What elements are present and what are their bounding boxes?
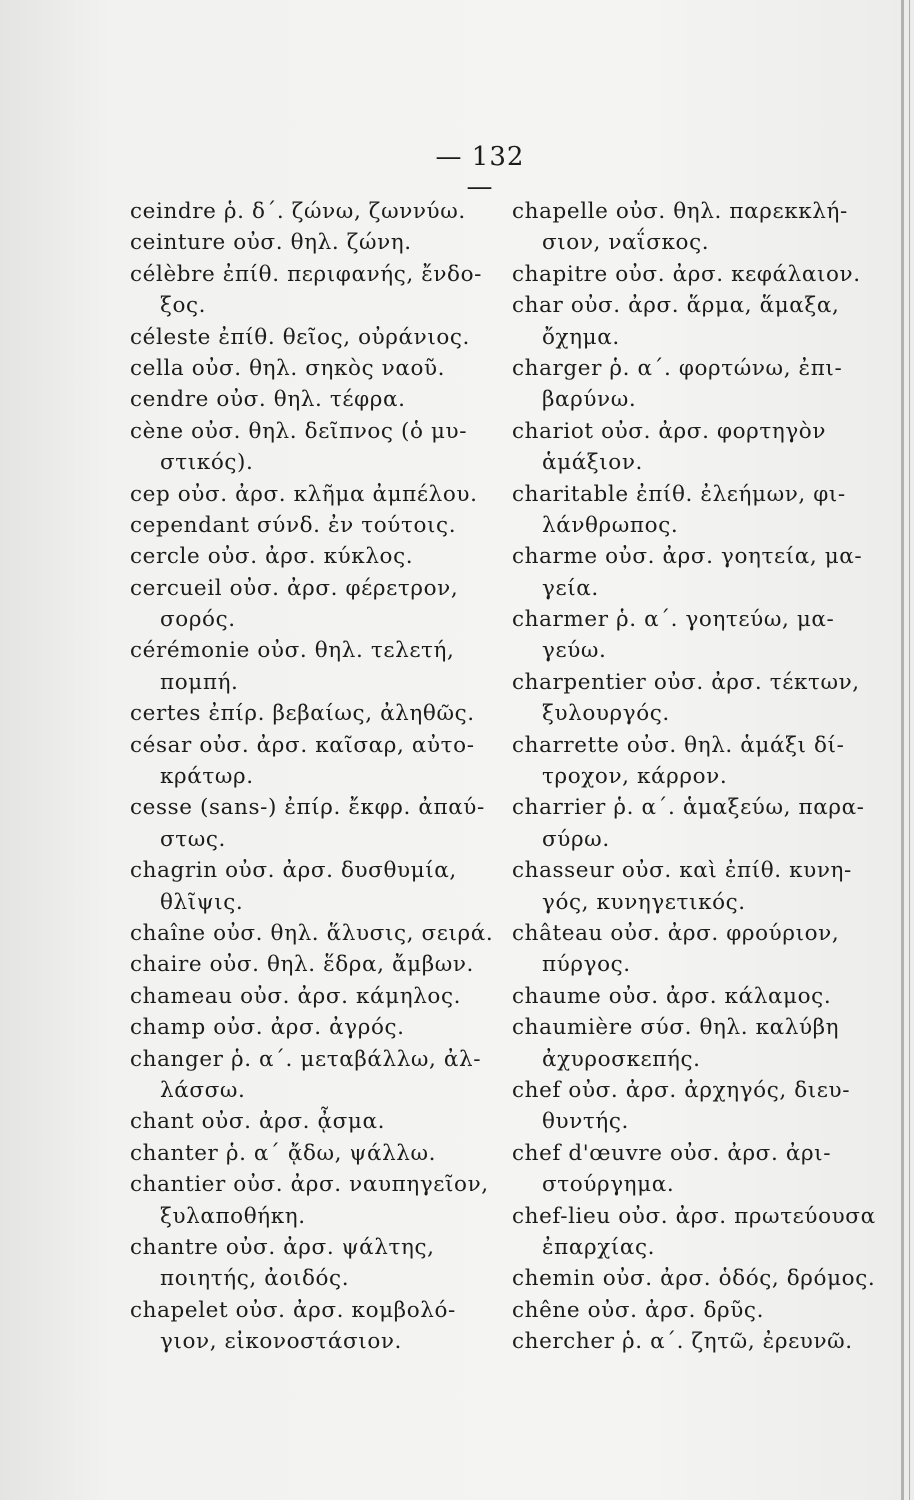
dictionary-entry: chaîne οὐσ. θηλ. ἅλυσις, σειρά. bbox=[130, 920, 494, 946]
dictionary-entry: chef d'œuvre οὐσ. ἀρσ. ἀρι- bbox=[512, 1140, 832, 1166]
dictionary-entry: chanter ῥ. α΄ ᾄδω, ψάλλω. bbox=[130, 1140, 437, 1166]
dictionary-entry-continuation: ἐπαρχίας. bbox=[542, 1234, 656, 1260]
dictionary-entry-continuation: λάνθρωπος. bbox=[542, 512, 679, 538]
dictionary-entry: chariot οὐσ. ἀρσ. φορτηγὸν bbox=[512, 418, 827, 444]
dictionary-entry-continuation: στικός). bbox=[160, 450, 254, 476]
dictionary-entry-continuation: σιον, ναΐσκος. bbox=[542, 230, 710, 256]
dictionary-entry: cène οὐσ. θηλ. δεῖπνος (ὁ μυ- bbox=[130, 418, 468, 444]
dictionary-entry: charmer ῥ. α΄. γοητεύω, μα- bbox=[512, 607, 835, 633]
dictionary-entry: chapitre οὐσ. ἀρσ. κεφάλαιον. bbox=[512, 261, 861, 287]
dictionary-entry: chantre οὐσ. ἀρσ. ψάλτης, bbox=[130, 1234, 435, 1260]
dictionary-entry: chant οὐσ. ἀρσ. ᾆσμα. bbox=[130, 1109, 386, 1135]
dictionary-entry-continuation: ξυλαποθήκη. bbox=[160, 1203, 306, 1229]
right-column bbox=[512, 196, 892, 1357]
dictionary-entry-continuation: θυντής. bbox=[542, 1109, 629, 1135]
dictionary-entry: chercher ῥ. α΄. ζητῶ, ἐρευνῶ. bbox=[512, 1329, 853, 1355]
dictionary-entry-continuation: γός, κυνηγετικός. bbox=[542, 889, 746, 915]
dictionary-entry: charpentier οὐσ. ἀρσ. τέκτων, bbox=[512, 669, 860, 695]
dictionary-entry-continuation: τροχον, κάρρον. bbox=[542, 764, 728, 790]
dictionary-entry-continuation: ἁμάξιον. bbox=[542, 450, 643, 476]
dictionary-entry: chef οὐσ. ἀρσ. ἀρχηγός, διευ- bbox=[512, 1077, 851, 1103]
dictionary-entry: charger ῥ. α΄. φορτώνω, ἐπι- bbox=[512, 355, 843, 381]
dictionary-entry: château οὐσ. ἀρσ. φρούριον, bbox=[512, 920, 840, 946]
dictionary-entry-continuation: γεύω. bbox=[542, 638, 607, 664]
dictionary-entry: chapelet οὐσ. ἀρσ. κομβολό- bbox=[130, 1297, 456, 1323]
dictionary-entry-continuation: γεία. bbox=[542, 575, 599, 601]
dictionary-entry: chaire οὐσ. θηλ. ἕδρα, ἄμβων. bbox=[130, 952, 474, 978]
dictionary-entry: cependant σύνδ. ἐν τούτοις. bbox=[130, 512, 457, 538]
dictionary-entry: char οὐσ. ἀρσ. ἅρμα, ἅμαξα, bbox=[512, 293, 840, 319]
dictionary-entry-continuation: θλῖψις. bbox=[160, 889, 244, 915]
dictionary-entry: chameau οὐσ. ἀρσ. κάμηλος. bbox=[130, 983, 462, 1009]
dictionary-entry: charme οὐσ. ἀρσ. γοητεία, μα- bbox=[512, 544, 863, 570]
dictionary-entry: cérémonie οὐσ. θηλ. τελετή, bbox=[130, 638, 455, 664]
dictionary-entry-continuation: γιον, εἰκονοστάσιον. bbox=[160, 1329, 402, 1355]
page-edge bbox=[909, 0, 910, 1500]
dictionary-entry: céleste ἐπίθ. θεῖος, οὐράνιος. bbox=[130, 324, 470, 350]
dictionary-entry: changer ῥ. α΄. μεταβάλλω, ἀλ- bbox=[130, 1046, 482, 1072]
dictionary-entry-continuation: σορός. bbox=[160, 607, 236, 633]
dictionary-entry-continuation: σύρω. bbox=[542, 826, 610, 852]
page-number: — 132 — bbox=[435, 142, 525, 202]
dictionary-entry: cercle οὐσ. ἀρσ. κύκλος. bbox=[130, 544, 414, 570]
dictionary-entry: cendre οὐσ. θηλ. τέφρα. bbox=[130, 387, 406, 413]
dictionary-entry-continuation: κράτωρ. bbox=[160, 764, 254, 790]
dictionary-entry-continuation: πομπή. bbox=[160, 669, 239, 695]
left-column bbox=[130, 196, 500, 1357]
dictionary-entry: chêne οὐσ. ἀρσ. δρῦς. bbox=[512, 1297, 765, 1323]
dictionary-entry: chaume οὐσ. ἀρσ. κάλαμος. bbox=[512, 983, 832, 1009]
dictionary-entry-continuation: στούργημα. bbox=[542, 1172, 675, 1198]
page-spine bbox=[901, 0, 904, 1500]
dictionary-entry: certes ἐπίρ. βεβαίως, ἀληθῶς. bbox=[130, 701, 475, 727]
dictionary-entry: chasseur οὐσ. καὶ ἐπίθ. κυνη- bbox=[512, 858, 852, 884]
dictionary-entry-continuation: ἀχυροσκεπής. bbox=[542, 1046, 701, 1072]
dictionary-entry: cep οὐσ. ἀρσ. κλῆμα ἀμπέλου. bbox=[130, 481, 478, 507]
dictionary-entry-continuation: ὄχημα. bbox=[542, 324, 620, 350]
dictionary-entry: ceindre ῥ. δ΄. ζώνω, ζωννύω. bbox=[130, 199, 466, 224]
dictionary-entry-continuation: στως. bbox=[160, 826, 226, 852]
dictionary-entry: charitable ἐπίθ. ἐλεήμων, φι- bbox=[512, 481, 846, 507]
dictionary-entry: chapelle οὐσ. θηλ. παρεκκλή- bbox=[512, 199, 848, 224]
dictionary-entry: chantier οὐσ. ἀρσ. ναυπηγεῖον, bbox=[130, 1172, 489, 1198]
dictionary-entry: champ οὐσ. ἀρσ. ἀγρός. bbox=[130, 1015, 405, 1041]
dictionary-entry: chaumière σύσ. θηλ. καλύβη bbox=[512, 1015, 840, 1041]
dictionary-entry: cella οὐσ. θηλ. σηκὸς ναοῦ. bbox=[130, 355, 446, 381]
dictionary-entry: charrette οὐσ. θηλ. ἁμάξι δί- bbox=[512, 732, 845, 758]
dictionary-entry-continuation: πύργος. bbox=[542, 952, 631, 978]
dictionary-entry-continuation: βαρύνω. bbox=[542, 387, 637, 413]
dictionary-entry-continuation: ξος. bbox=[160, 293, 207, 319]
dictionary-entry: cesse (sans-) ἐπίρ. ἔκφρ. ἀπαύ- bbox=[130, 795, 485, 821]
dictionary-entry: chagrin οὐσ. ἀρσ. δυσθυμία, bbox=[130, 858, 457, 884]
dictionary-entry: cercueil οὐσ. ἀρσ. φέρετρον, bbox=[130, 575, 459, 601]
dictionary-entry-continuation: ξυλουργός. bbox=[542, 701, 670, 727]
dictionary-entry: charrier ῥ. α΄. ἁμαξεύω, παρα- bbox=[512, 795, 865, 821]
dictionary-entry-continuation: ποιητής, ἀοιδός. bbox=[160, 1266, 350, 1292]
dictionary-entry: césar οὐσ. ἀρσ. καῖσαρ, αὐτο- bbox=[130, 732, 475, 758]
dictionary-entry-continuation: λάσσω. bbox=[160, 1077, 246, 1103]
dictionary-entry: célèbre ἐπίθ. περιφανής, ἔνδο- bbox=[130, 261, 483, 287]
dictionary-entry: chemin οὐσ. ἀρσ. ὁδός, δρόμος. bbox=[512, 1266, 876, 1292]
dictionary-entry: ceinture οὐσ. θηλ. ζώνη. bbox=[130, 230, 412, 256]
dictionary-entry: chef-lieu οὐσ. ἀρσ. πρωτεύουσα bbox=[512, 1203, 876, 1229]
